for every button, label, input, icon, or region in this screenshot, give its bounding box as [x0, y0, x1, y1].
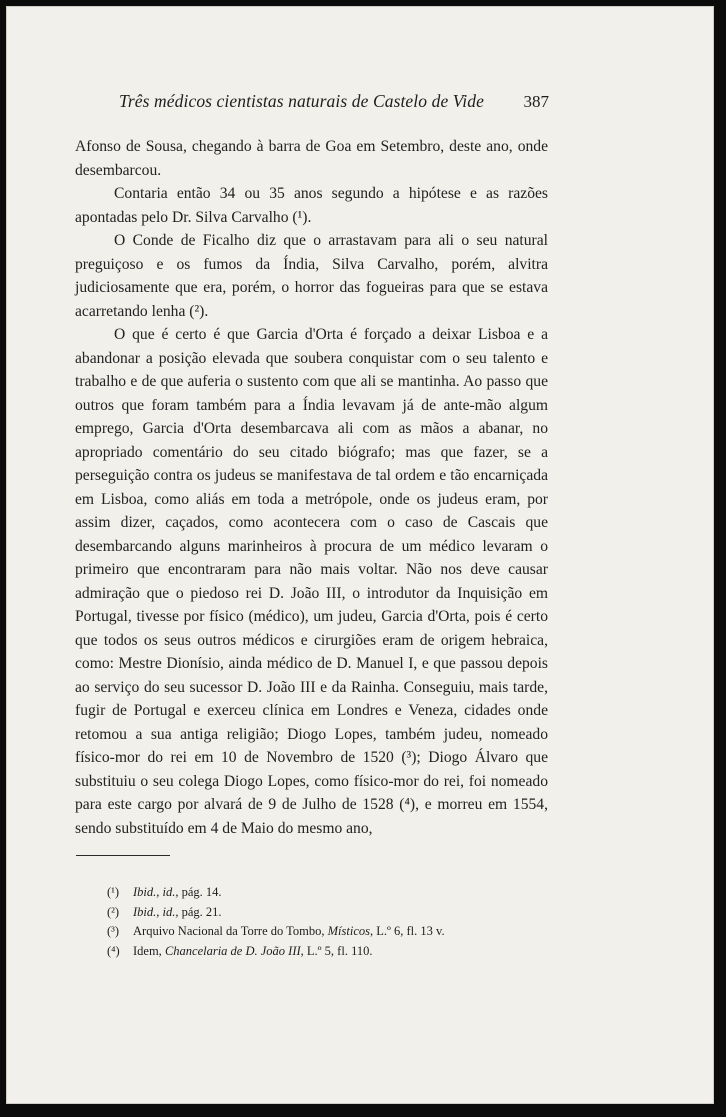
paragraph: Afonso de Sousa, chegando à barra de Goa em Setembro, deste ano, onde desembarcou.: [75, 138, 548, 179]
paragraph: Contaria então 34 ou 35 anos segundo a hipótese e as razões apontadas pelo Dr. Silva Carvalho (¹).: [75, 185, 548, 226]
footnote-mark: (²): [107, 904, 120, 919]
footnote-text: L.º 6, fl. 13 v.: [373, 924, 445, 938]
footnote: [107, 942, 527, 962]
footnote-italic: Chancelaria de D. João III,: [164, 943, 304, 958]
paragraph: O que é certo é que Garcia d'Orta é forçado a deixar Lisboa e a abandonar a posição elevada que soubera conquistar com o seu talento e trabalho e de que auferia o sustento com que ali se mantinha. Ao passo que outros que foram também para a Índia levavam já de ante-mão algum emprego, Garcia d'Orta desembarcava ali com as mãos a abanar, no apropriado comentário do seu citado biógrafo; mas que fazer, se a perseguição contra os judeus se manifestava de tal ordem e tão encarniçada em Lisboa, como aliás em toda a metrópole, onde os judeus eram, por assim dizer, caçados, como acontecera com o caso de Cascais que desembarcando alguns marinheiros à procura de um médico levaram o primeiro que encontraram para não mais voltar. Não nos deve causar admiração que o piedoso rei D. João III, o introdutor da Inquisição em Portugal, tivesse por físico (médico), um judeu, Garcia d'Orta, pois é certo que todos os seus outros médicos e cirurgiões eram de origem hebraica, como: Mestre Dionísio, ainda médico de D. Manuel I, e que passou depois ao serviço do seu sucessor D. João III e da Rainha. Conseguiu, mais tarde, fugir de Portugal e exerceu clínica em Londres e Veneza, cidades onde retomou a sua antiga religião; Diogo Lopes, também judeu, nomeado físico-mor do rei em 10 de Novembro de 1520 (³); Diogo Álvaro que substituiu o seu colega Diogo Lopes, como físico-mor do rei, foi nomeado para este cargo por alvará de 9 de Julho de 1528 (⁴), e morreu em 1554, sendo substituído em 4 de Maio do mesmo ano,: [75, 326, 548, 837]
footnote: [107, 903, 527, 923]
paragraph: O Conde de Ficalho diz que o arrastavam para ali o seu natural preguiçoso e os fumos da Índia, Silva Carvalho, porém, alvitra judiciosamente que era, porém, o horror das fogueiras para que se estava acarretando lenha (²).: [75, 232, 548, 320]
footnote-divider: [76, 855, 170, 856]
footnote-text: L.º 5, fl. 110.: [303, 943, 373, 958]
footnote: [107, 883, 527, 903]
footnote-mark: (³): [107, 924, 120, 938]
footnote-text: pág. 21.: [178, 904, 222, 919]
footnote: [107, 922, 527, 942]
footnote-mark: (⁴): [107, 943, 120, 958]
footnote-italic: Místicos,: [327, 924, 374, 938]
footnote-lead: Arquivo Nacional da Torre do Tombo,: [133, 924, 328, 938]
page-number: 387: [523, 92, 549, 111]
footnote-mark: (¹): [107, 885, 120, 899]
footnote-italic: Ibid., id.,: [133, 904, 179, 919]
running-head: [119, 91, 549, 112]
footnotes: [107, 883, 527, 961]
running-title: Três médicos cientistas naturais de Castelo de Vide: [119, 91, 484, 111]
book-page: [6, 6, 714, 1104]
footnote-text: pág. 14.: [178, 885, 222, 899]
body-text: [75, 135, 548, 840]
footnote-italic: Ibid., id.,: [133, 885, 179, 899]
footnote-lead: Idem,: [133, 943, 165, 958]
